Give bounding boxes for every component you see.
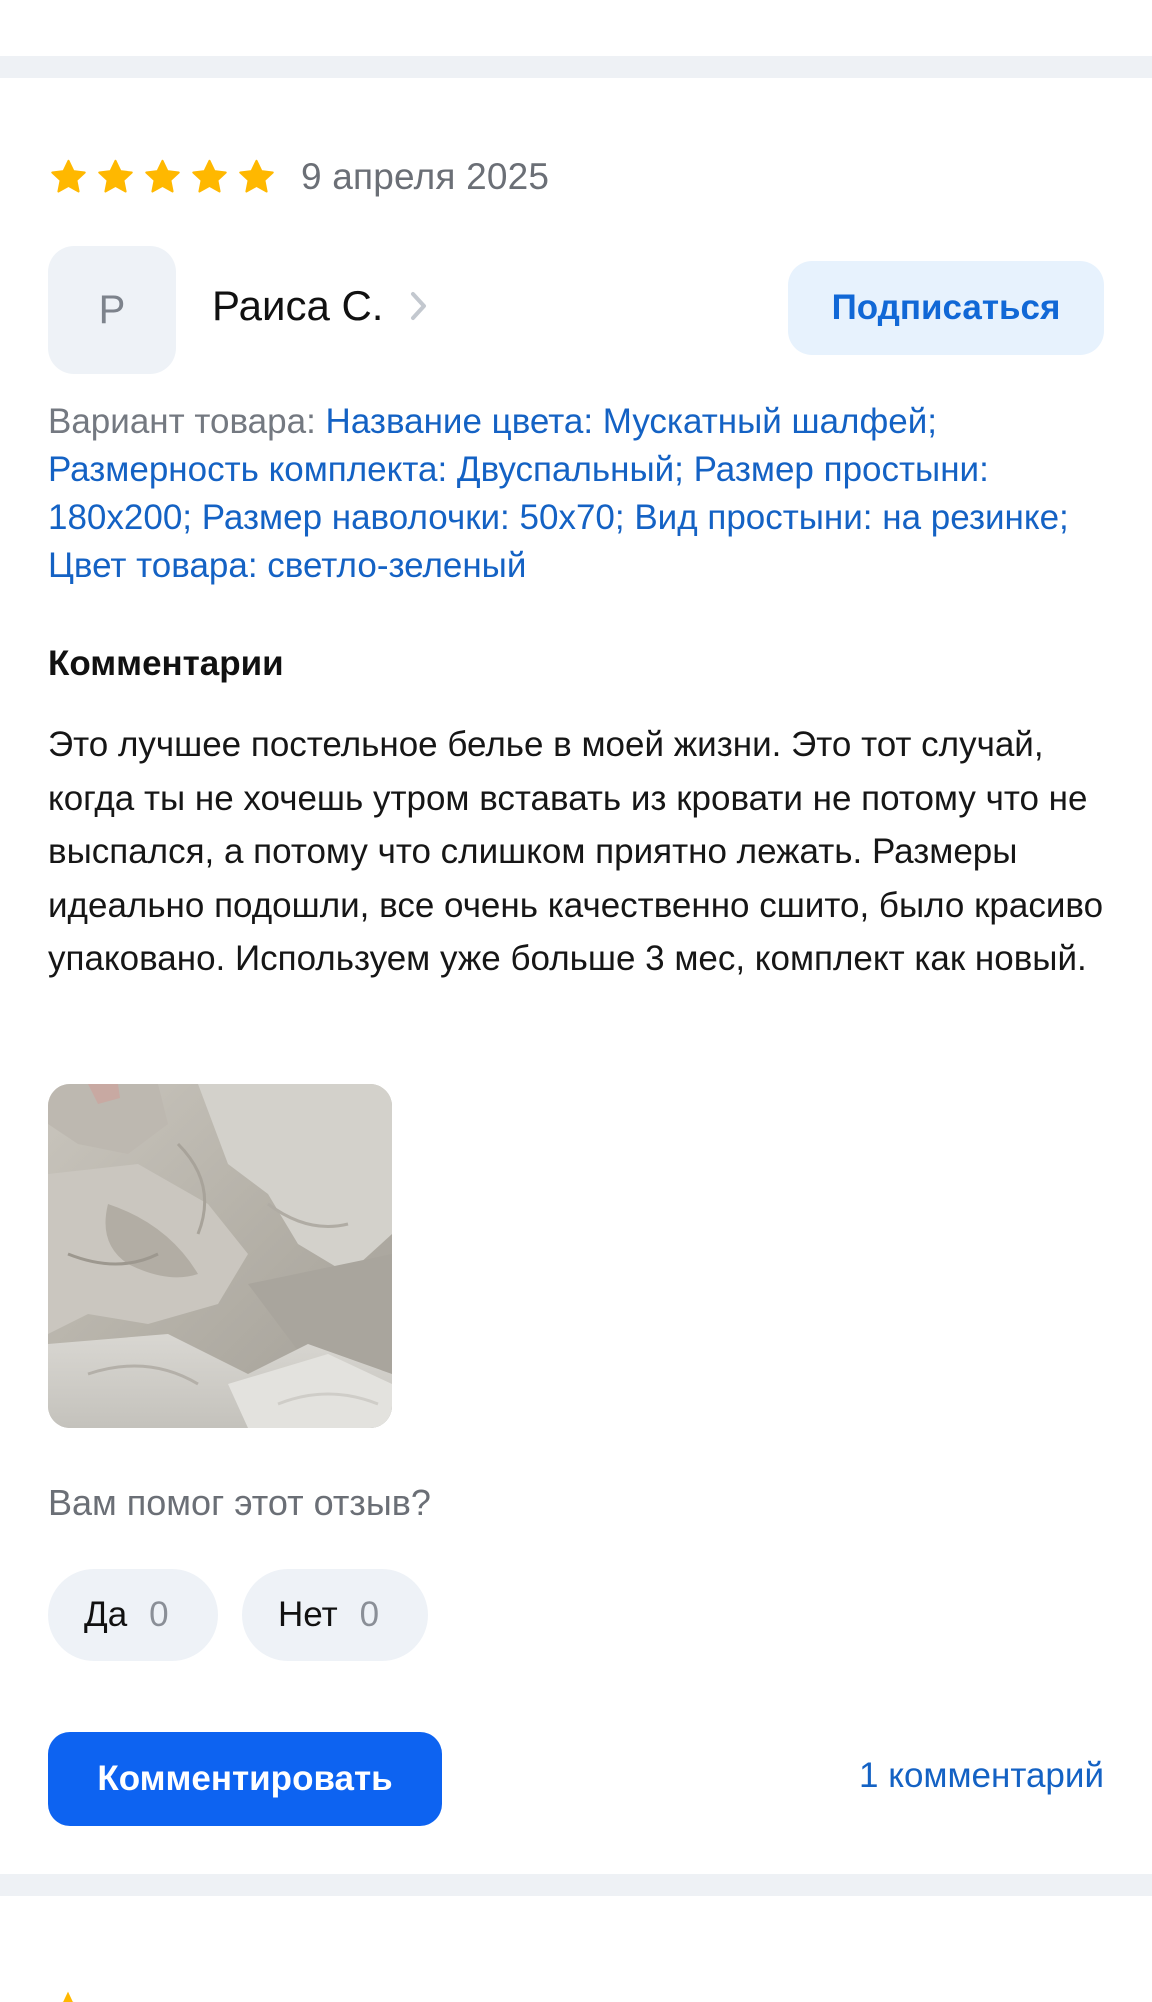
star-icon xyxy=(142,157,183,198)
bedding-photo-image xyxy=(48,1084,392,1428)
vote-yes-button[interactable] xyxy=(48,1569,218,1661)
chevron-right-icon xyxy=(409,291,429,321)
author-profile-link[interactable] xyxy=(212,274,429,338)
section-divider-top xyxy=(0,56,1152,78)
author-name: Раиса С. xyxy=(212,282,384,329)
avatar[interactable]: Р xyxy=(48,246,176,374)
section-divider-bottom xyxy=(0,1874,1152,1896)
review-text: Это лучшее постельное белье в моей жизни. Это тот случай, когда ты не хочешь утром вставать из кровати не потому что не выспался, а потому что слишком приятно лежать. Размеры идеально подошли, все очень качественно сшито, было красиво упаковано. Используем уже больше 3 мес, комплект как новый. xyxy=(48,725,1104,978)
star-icon xyxy=(189,157,230,198)
next-review-star-icon xyxy=(48,1988,88,2002)
helpful-question: Вам помог этот отзыв? xyxy=(48,1482,431,1523)
helpful-vote-row xyxy=(48,1569,428,1661)
star-icon xyxy=(236,157,277,198)
subscribe-button[interactable]: Подписаться xyxy=(788,261,1104,355)
rating-row xyxy=(48,152,549,202)
star-icon xyxy=(95,157,136,198)
vote-yes-count: 0 xyxy=(149,1595,169,1634)
review-photo[interactable] xyxy=(48,1084,392,1428)
review-date: 9 апреля 2025 xyxy=(301,156,550,197)
star-rating xyxy=(48,157,277,198)
author-row xyxy=(48,246,1104,374)
vote-no-count: 0 xyxy=(359,1595,380,1634)
vote-no-button[interactable] xyxy=(242,1569,428,1661)
comments-count-link[interactable]: 1 комментарий xyxy=(859,1756,1104,1795)
comments-heading: Комментарии xyxy=(48,644,284,683)
vote-no-label: Нет xyxy=(278,1595,338,1634)
vote-yes-label: Да xyxy=(84,1595,128,1634)
comment-button[interactable]: Комментировать xyxy=(48,1732,442,1826)
product-variant-label: Вариант товара: xyxy=(48,402,316,441)
product-variant-value: Название цвета: Мускатный шалфей; Размерность комплекта: Двуспальный; Размер простыни: 180x200; Размер наволочки: 50x70; Вид простыни: на резинке; Цвет товара: светло-зеленый xyxy=(48,402,1069,585)
product-variant xyxy=(48,398,1118,590)
star-icon xyxy=(48,157,89,198)
